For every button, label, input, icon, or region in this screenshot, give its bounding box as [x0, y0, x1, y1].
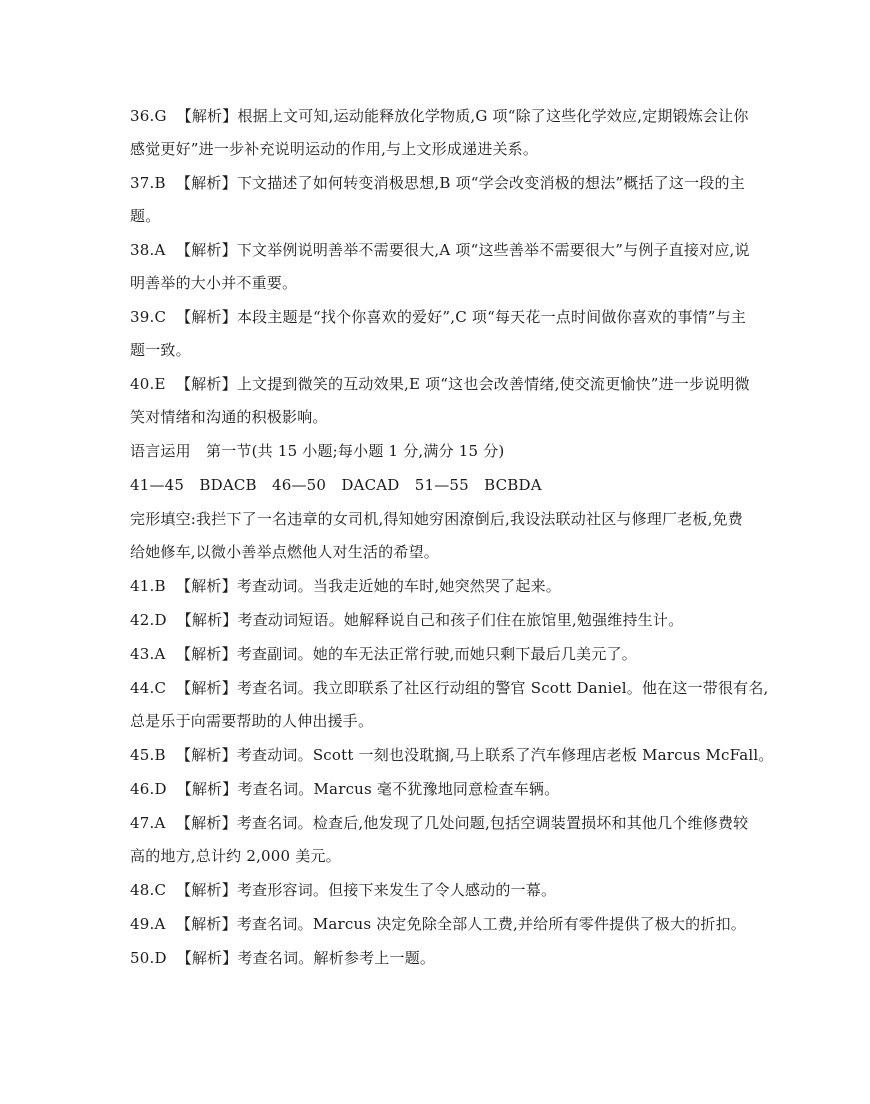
analysis-tag: 【解析】 — [176, 308, 237, 326]
question-number: 44.C — [130, 679, 167, 697]
answer-line — [130, 813, 749, 833]
analysis-text: 考查名词。Marcus 决定免除全部人工费,并给所有零件提供了极大的折扣。 — [236, 915, 746, 933]
analysis-text: 上文提到微笑的互动效果,E 项“这也会改善情绪,使交流更愉快”进一步说明微 — [236, 375, 750, 393]
analysis-tag: 【解析】 — [176, 174, 237, 192]
answer-line — [130, 106, 749, 126]
question-number: 49.A — [130, 915, 166, 933]
answer-line — [130, 576, 742, 596]
question-number: 46.D — [130, 780, 167, 798]
analysis-tag: 【解析】 — [176, 107, 238, 125]
analysis-text: 根据上文可知,运动能释放化学物质,G 项“除了这些化学效应,定期锻炼会让你 — [237, 107, 749, 125]
answer-line — [130, 948, 742, 968]
analysis-text: 下文举例说明善举不需要很大,A 项“这些善举不需要很大”与例子直接对应,说 — [236, 241, 750, 259]
answer-line-continued: 题。 — [130, 207, 161, 225]
analysis-tag: 【解析】 — [176, 679, 237, 697]
question-number: 43.A — [130, 645, 166, 663]
answer-line — [130, 374, 750, 394]
answer-line — [130, 644, 742, 664]
analysis-tag: 【解析】 — [176, 611, 238, 629]
answer-line-continued: 高的地方,总计约 2,000 美元。 — [130, 847, 341, 865]
answer-line — [130, 610, 742, 630]
answer-line — [130, 745, 774, 765]
question-number: 39.C — [130, 308, 167, 326]
question-number: 40.E — [130, 375, 166, 393]
question-number: 38.A — [130, 241, 166, 259]
analysis-tag: 【解析】 — [176, 915, 237, 933]
analysis-tag: 【解析】 — [176, 881, 237, 899]
answer-line — [130, 678, 769, 698]
question-number: 42.D — [130, 611, 167, 629]
answer-line-continued: 总是乐于向需要帮助的人伸出援手。 — [130, 712, 374, 730]
analysis-tag: 【解析】 — [176, 645, 237, 663]
answer-content — [130, 106, 774, 968]
section-heading: 语言运用 第一节(共 15 小题;每小题 1 分,满分 15 分) — [130, 442, 505, 460]
analysis-tag: 【解析】 — [176, 949, 238, 967]
question-number: 41.B — [130, 577, 166, 595]
question-number: 50.D — [130, 949, 167, 967]
answer-key: 41—45 BDACB 46—50 DACAD 51—55 BCBDA — [130, 476, 542, 494]
analysis-text: 考查动词。Scott 一刻也没耽搁,马上联系了汽车修理店老板 Marcus McFall。 — [236, 746, 774, 764]
analysis-text: 考查名词。检查后,他发现了几处问题,包括空调装置损坏和其他几个维修费较 — [236, 814, 749, 832]
question-number: 45.B — [130, 746, 166, 764]
answer-line-continued: 题一致。 — [130, 341, 191, 359]
answer-line — [130, 307, 747, 327]
analysis-tag: 【解析】 — [176, 780, 238, 798]
question-number: 48.C — [130, 881, 167, 899]
analysis-tag: 【解析】 — [176, 375, 237, 393]
analysis-text: 考查动词短语。她解释说自己和孩子们住在旅馆里,勉强维持生计。 — [237, 611, 684, 629]
answer-line — [130, 880, 742, 900]
answer-line — [130, 779, 742, 799]
answer-line-continued: 感觉更好”进一步补充说明运动的作用,与上文形成递进关系。 — [130, 140, 539, 158]
analysis-text: 考查形容词。但接下来发生了令人感动的一幕。 — [236, 881, 557, 899]
analysis-text: 考查动词。当我走近她的车时,她突然哭了起来。 — [236, 577, 561, 595]
analysis-text: 考查名词。解析参考上一题。 — [237, 949, 436, 967]
question-number: 36.G — [130, 107, 167, 125]
answer-line — [130, 173, 745, 193]
analysis-tag: 【解析】 — [176, 577, 237, 595]
answer-line-continued: 笑对情绪和沟通的积极影响。 — [130, 408, 328, 426]
question-number: 37.B — [130, 174, 166, 192]
analysis-tag: 【解析】 — [176, 746, 237, 764]
answer-line-continued: 明善举的大小并不重要。 — [130, 274, 298, 292]
analysis-text: 本段主题是“找个你喜欢的爱好”,C 项“每天花一点时间做你喜欢的事情”与主 — [236, 308, 747, 326]
passage-summary-continued: 给她修车,以微小善举点燃他人对生活的希望。 — [130, 543, 439, 561]
analysis-tag: 【解析】 — [176, 814, 237, 832]
analysis-text: 考查名词。我立即联系了社区行动组的警官 Scott Daniel。他在这一带很有名, — [236, 679, 769, 697]
analysis-text: 考查名词。Marcus 毫不犹豫地同意检查车辆。 — [237, 780, 560, 798]
answer-line — [130, 914, 746, 934]
analysis-tag: 【解析】 — [176, 241, 237, 259]
question-number: 47.A — [130, 814, 166, 832]
analysis-text: 下文描述了如何转变消极思想,B 项“学会改变消极的想法”概括了这一段的主 — [236, 174, 745, 192]
passage-summary: 完形填空:我拦下了一名违章的女司机,得知她穷困潦倒后,我设法联动社区与修理厂老板,免费 — [130, 510, 743, 528]
answer-line — [130, 240, 750, 260]
analysis-text: 考查副词。她的车无法正常行驶,而她只剩下最后几美元了。 — [236, 645, 637, 663]
